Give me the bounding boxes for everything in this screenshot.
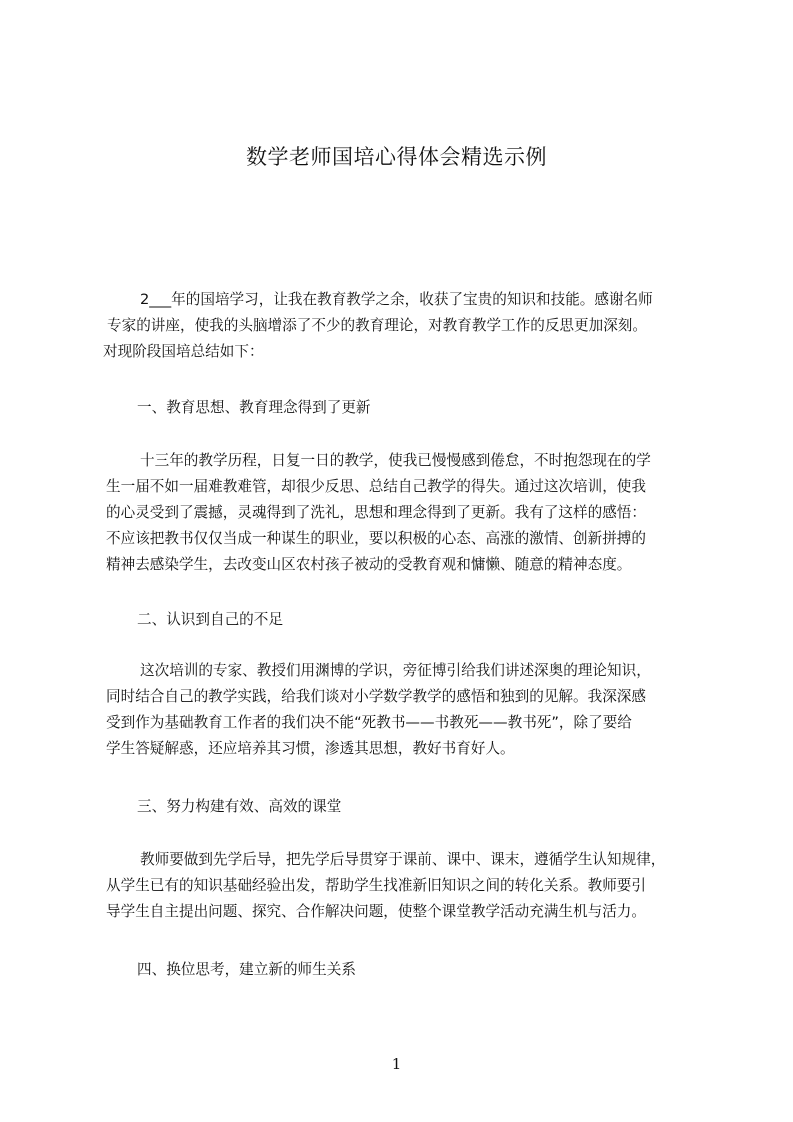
document-title: 数学老师国培心得体会精选示例 [246, 145, 547, 169]
paragraph-line: 精神去感染学生，去改变山区农村孩子被动的受教育观和慵懒、随意的精神态度。 [106, 556, 632, 573]
section-2-paragraph [104, 658, 704, 762]
section-heading-1: 一、教育思想、教育理念得到了更新 [137, 399, 371, 416]
paragraph-line: 专家的讲座，使我的头脑增添了不少的教育理论，对教育教学工作的反思更加深刻。 [107, 317, 647, 334]
paragraph-line: 不应该把教书仅仅当成一种谋生的职业，要以积极的心态、高涨的激情、创新拼搏的 [106, 530, 646, 547]
paragraph-line: 从学生已有的知识基础经验出发，帮助学生找准新旧知识之间的转化关系。教师要引 [106, 877, 646, 894]
section-heading-2: 二、认识到自己的不足 [137, 611, 283, 628]
intro-paragraph [104, 287, 704, 365]
page-number: 1 [391, 1055, 402, 1073]
section-3-paragraph [104, 847, 704, 925]
paragraph-line: 十三年的教学历程，日复一日的教学，使我已慢慢感到倦怠，不时抱怨现在的学 [140, 452, 651, 469]
paragraph-line: 的心灵受到了震撼，灵魂得到了洗礼，思想和理念得到了更新。我有了这样的感悟： [106, 504, 646, 521]
paragraph-line: 生一届不如一届难教难管，却很少反思、总结自己教学的得失。通过这次培训，使我 [106, 478, 646, 495]
paragraph-line: 这次培训的专家、教授们用渊博的学识，旁征博引给我们讲述深奥的理论知识， [140, 662, 651, 679]
paragraph-line: 学生答疑解惑，还应培养其习惯，渗透其思想，教好书育好人。 [106, 740, 515, 757]
paragraph-line: 教师要做到先学后导，把先学后导贯穿于课前、课中、课末，遵循学生认知规律， [140, 851, 666, 868]
paragraph-line: 导学生自主提出问题、探究、合作解决问题，使整个课堂教学活动充满生机与活力。 [106, 903, 646, 920]
section-heading-3: 三、努力构建有效、高效的课堂 [137, 798, 342, 815]
paragraph-line: 同时结合自己的教学实践，给我们谈对小学数学教学的感悟和独到的见解。我深深感 [106, 688, 646, 705]
section-heading-4: 四、换位思考，建立新的师生关系 [137, 961, 356, 978]
paragraph-line: 受到作为基础教育工作者的我们决不能“死教书——书教死——教书死”，除了要给 [106, 714, 632, 731]
paragraph-line: 对现阶段国培总结如下： [103, 343, 264, 360]
section-1-paragraph [104, 448, 704, 578]
paragraph-line: 2___年的国培学习，让我在教育教学之余，收获了宝贵的知识和技能。感谢名师 [140, 291, 653, 308]
